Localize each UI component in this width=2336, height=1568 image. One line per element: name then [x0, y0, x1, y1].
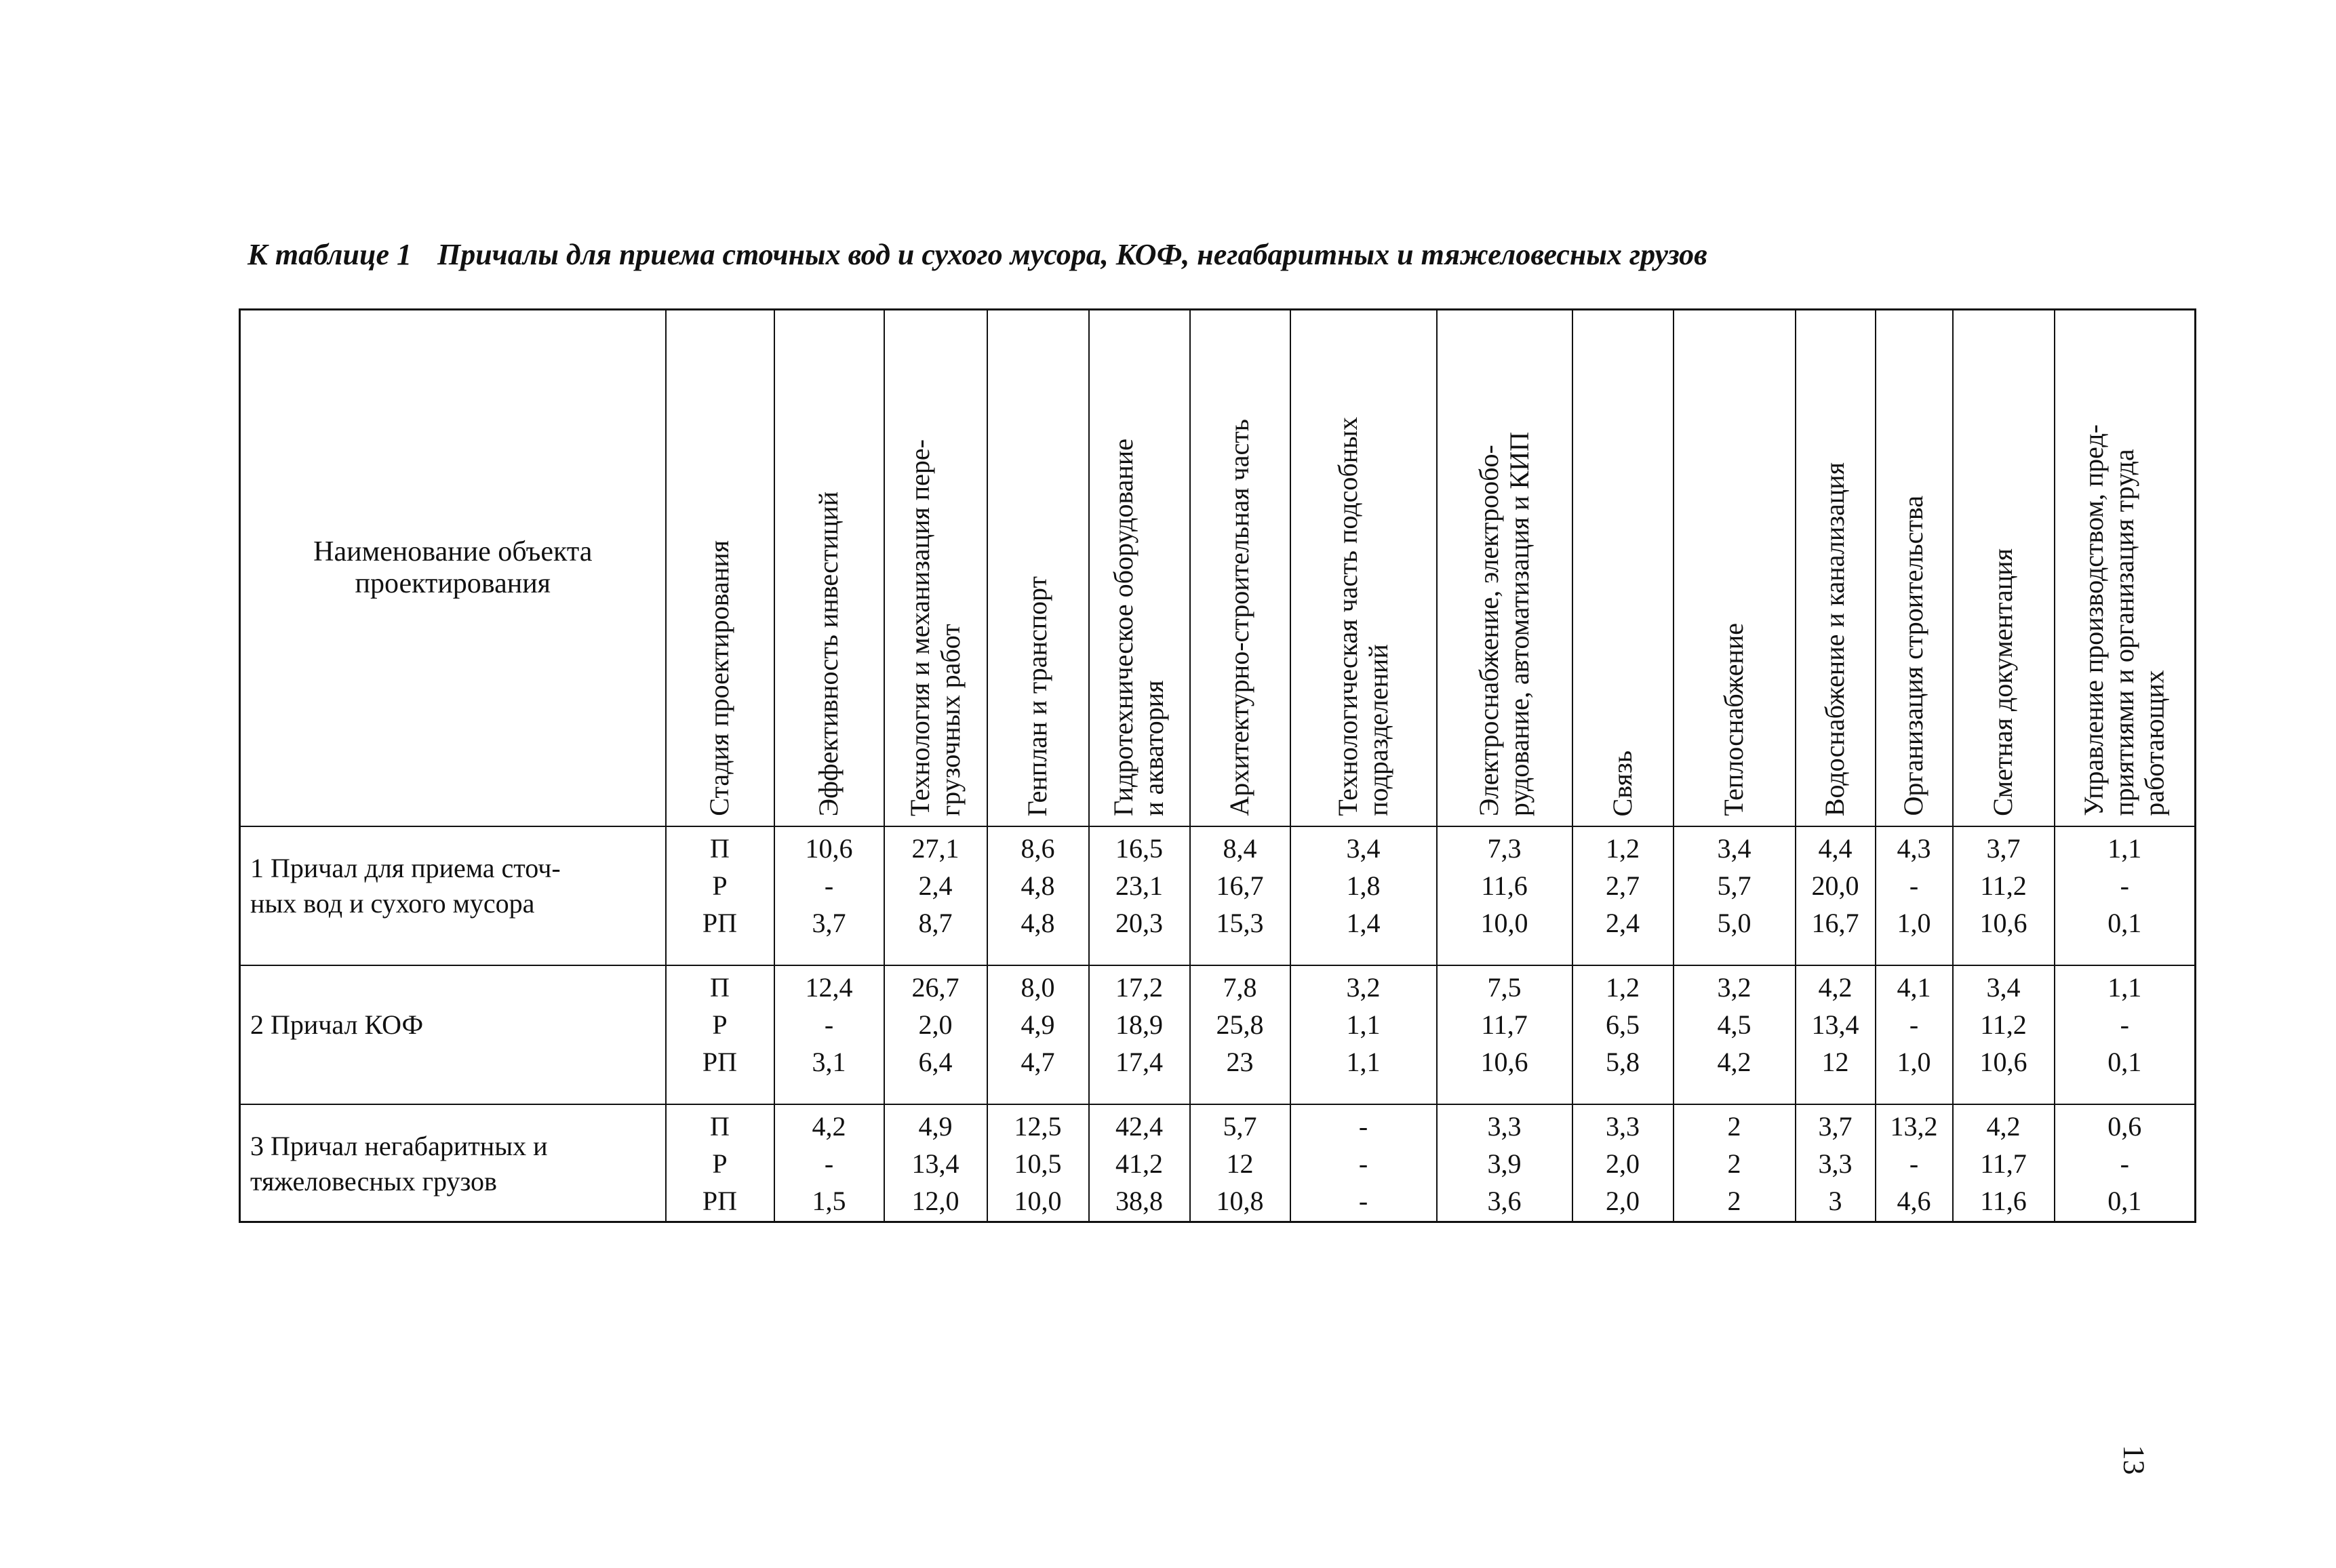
table-cell: 3,2 1,1 1,1	[1290, 965, 1437, 1104]
header-architecture: Архитектурно-строительная часть	[1190, 310, 1290, 827]
table-cell: 17,2 18,9 17,4	[1089, 965, 1190, 1104]
table-cell: 3,7 11,2 10,6	[1953, 826, 2055, 965]
header-genplan: Генплан и транспорт	[987, 310, 1089, 827]
table-cell: 4,3 - 1,0	[1876, 826, 1953, 965]
table-cell: 4,2 13,4 12	[1796, 965, 1876, 1104]
table-cell: 3,3 2,0 2,0	[1572, 1104, 1674, 1222]
table-cell: 7,8 25,8 23	[1190, 965, 1290, 1104]
header-water: Водоснабжение и канализация	[1796, 310, 1876, 827]
header-object-name: Наименование объекта проектирования	[240, 310, 666, 827]
table-cell: 3,4 1,8 1,4	[1290, 826, 1437, 965]
table-row	[240, 826, 2196, 965]
table-cell: 4,2 - 1,5	[774, 1104, 884, 1222]
table-header-row	[240, 310, 2196, 827]
table-cell: 8,0 4,9 4,7	[987, 965, 1089, 1104]
table-cell: 12,4 - 3,1	[774, 965, 884, 1104]
table-cell: 3,4 11,2 10,6	[1953, 965, 2055, 1104]
header-communication: Связь	[1572, 310, 1674, 827]
table-cell: 42,4 41,2 38,8	[1089, 1104, 1190, 1222]
table-cell: 3,7 3,3 3	[1796, 1104, 1876, 1222]
header-management: Управление производством, пред- приятиями и организация труда работающих	[2055, 310, 2196, 827]
row-name: 2 Причал КОФ	[240, 965, 666, 1104]
table-cell: 8,4 16,7 15,3	[1190, 826, 1290, 965]
table-cell: 7,3 11,6 10,0	[1437, 826, 1572, 965]
row-name: 3 Причал негабаритных и тяжеловесных грузов	[240, 1104, 666, 1222]
table-caption	[248, 237, 2282, 272]
table-cell: 12,5 10,5 10,0	[987, 1104, 1089, 1222]
header-investment-efficiency: Эффективность инвестиций	[774, 310, 884, 827]
caption-text: Причалы для приема сточных вод и сухого мусора, КОФ, негабаритных и тяжеловесных грузов	[437, 238, 1707, 271]
table-cell: 16,5 23,1 20,3	[1089, 826, 1190, 965]
table-cell: П Р РП	[666, 1104, 774, 1222]
table-cell: 1,2 2,7 2,4	[1572, 826, 1674, 965]
table-cell: 1,2 6,5 5,8	[1572, 965, 1674, 1104]
table-cell: 0,6 - 0,1	[2055, 1104, 2196, 1222]
table-cell: 4,9 13,4 12,0	[884, 1104, 987, 1222]
table-cell: 3,4 5,7 5,0	[1674, 826, 1796, 965]
table-cell: 4,1 - 1,0	[1876, 965, 1953, 1104]
caption-prefix: К таблице 1	[248, 238, 412, 271]
header-heating: Теплоснабжение	[1674, 310, 1796, 827]
table-cell: П Р РП	[666, 826, 774, 965]
table-row	[240, 965, 2196, 1104]
table-cell: - - -	[1290, 1104, 1437, 1222]
header-technology: Технология и механизация пере- грузочных работ	[884, 310, 987, 827]
table-cell: 5,7 12 10,8	[1190, 1104, 1290, 1222]
table-cell: 8,6 4,8 4,8	[987, 826, 1089, 965]
table-cell: 3,2 4,5 4,2	[1674, 965, 1796, 1104]
table-cell: 1,1 - 0,1	[2055, 826, 2196, 965]
row-name: 1 Причал для приема сточ- ных вод и сухого мусора	[240, 826, 666, 965]
table-cell: 13,2 - 4,6	[1876, 1104, 1953, 1222]
header-estimates: Сметная документация	[1953, 310, 2055, 827]
table-cell: 3,3 3,9 3,6	[1437, 1104, 1572, 1222]
header-auxiliary-tech: Технологическая часть подсобных подразделений	[1290, 310, 1437, 827]
table-cell: 2 2 2	[1674, 1104, 1796, 1222]
table-cell: 27,1 2,4 8,7	[884, 826, 987, 965]
table-row	[240, 1104, 2196, 1222]
header-construction-org: Организация строительства	[1876, 310, 1953, 827]
table-cell: 4,4 20,0 16,7	[1796, 826, 1876, 965]
header-electrical: Электроснабжение, электрообо- рудование, автоматизация и КИП	[1437, 310, 1572, 827]
page-number: 13	[2117, 1445, 2151, 1475]
header-hydrotechnical: Гидротехническое оборудование и акватория	[1089, 310, 1190, 827]
table-cell: 1,1 - 0,1	[2055, 965, 2196, 1104]
header-stage: Стадия проектирования	[666, 310, 774, 827]
table-cell: 10,6 - 3,7	[774, 826, 884, 965]
data-table	[239, 308, 2196, 1223]
table-cell: 26,7 2,0 6,4	[884, 965, 987, 1104]
table-cell: П Р РП	[666, 965, 774, 1104]
table-cell: 7,5 11,7 10,6	[1437, 965, 1572, 1104]
table-cell: 4,2 11,7 11,6	[1953, 1104, 2055, 1222]
